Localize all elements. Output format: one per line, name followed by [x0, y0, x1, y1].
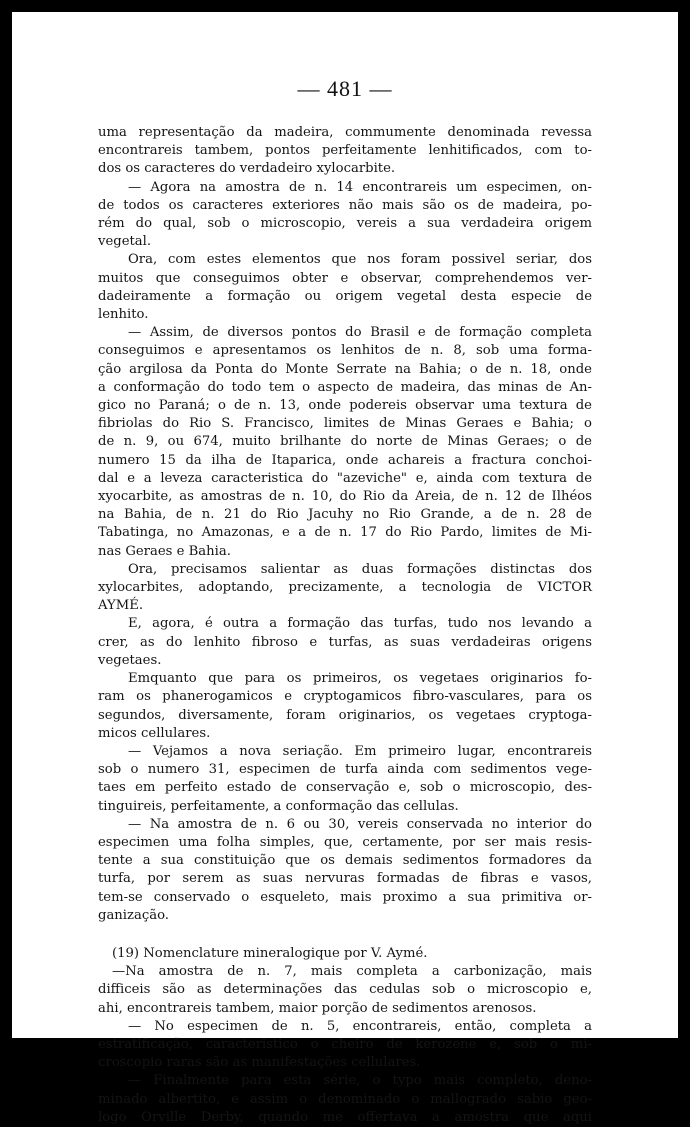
paragraph-9	[98, 816, 592, 925]
text-line: especimen uma folha simples, que, certamente, por ser mais resis-	[98, 834, 592, 850]
text-line: — Finalmente para esta série, o typo mais completo, deno-	[128, 1073, 592, 1089]
paragraph-7	[98, 670, 592, 743]
text-line: — Vejamos a nova seriação. Em primeiro lugar, encontrareis	[128, 743, 592, 759]
text-line: ção argilosa da Ponta do Monte Serrate na Bahia; o de n. 18, onde	[98, 361, 592, 377]
text-line: — Na amostra de n. 6 ou 30, vereis conservada no interior do	[128, 816, 592, 832]
footnote-gap	[98, 925, 592, 945]
text-line: Tabatinga, no Amazonas, e a de n. 17 do Rio Pardo, limites de Mi-	[98, 525, 592, 541]
text-line: tente a sua constituição que os demais sedimentos formadores da	[98, 853, 592, 869]
text-line: minado albertito, e assim o denominado o mallogrado sabio geo-	[98, 1091, 592, 1107]
text-line: segundos, diversamente, foram originarios, os vegetaes cryptoga-	[98, 707, 592, 723]
text-line: xylocarbites, adoptando, precizamente, a tecnologia de VICTOR	[98, 580, 592, 596]
text-line: ahi, encontrareis tambem, maior porção de sedimentos arenosos.	[98, 1000, 537, 1016]
paragraph-5	[98, 561, 592, 616]
footnote	[98, 945, 592, 963]
text-line: AYMÉ.	[98, 598, 144, 614]
paragraph-4	[98, 324, 592, 561]
paragraph-1	[98, 124, 592, 179]
text-line: nas Geraes e Bahia.	[98, 543, 231, 559]
text-line: E, agora, é outra a formação das turfas, tudo nos levando a	[128, 616, 592, 632]
text-line: turfa, por serem as suas nervuras formadas de fibras e vasos,	[98, 871, 592, 887]
text-line: tem-se conservado o esqueleto, mais proximo a sua primitiva or-	[98, 889, 592, 905]
text-line: ganização.	[98, 907, 169, 923]
text-line: Ora, precisamos salientar as duas formações distinctas dos	[128, 561, 592, 577]
paragraph-3	[98, 251, 592, 324]
text-line: conseguimos e apresentamos os lenhitos de n. 8, sob uma forma-	[98, 343, 592, 359]
paragraph-2	[98, 179, 592, 252]
text-line: —Na amostra de n. 7, mais completa a carbonização, mais	[112, 964, 592, 980]
text-line: Emquanto que para os primeiros, os vegetaes originarios fo-	[128, 671, 592, 687]
text-line: rém do qual, sob o microscopio, vereis a sua verdadeira origem	[98, 216, 592, 232]
text-line: estratificação, caracteristico o cheiro de kerozene e, sob o mi-	[98, 1036, 592, 1052]
text-line: ram os phanerogamicos e cryptogamicos fibro-vasculares, para os	[98, 689, 592, 705]
footnote-text: (19) Nomenclature mineralogique por V. Aymé.	[112, 945, 428, 961]
text-line: taes em perfeito estado de conservação e, sob o microscopio, des-	[98, 780, 592, 796]
paragraph-8	[98, 743, 592, 816]
text-line: de n. 9, ou 674, muito brilhante do norte de Minas Geraes; o de	[98, 434, 592, 450]
document-page	[12, 12, 678, 1125]
text-line: — No especimen de n. 5, encontrareis, então, completa a	[128, 1018, 592, 1034]
text-line: logo Orville Derby, quando me offertava a amostra que aqui	[98, 1109, 592, 1125]
text-line: xyocarbite, as amostras de n. 10, do Rio da Areia, de n. 12 de Ilhéos	[98, 489, 592, 505]
page-number-header: — 481 —	[297, 76, 393, 101]
text-line: micos cellulares.	[98, 725, 211, 741]
text-line: na Bahia, de n. 21 do Rio Jacuhy no Rio Grande, a de n. 28 de	[98, 507, 592, 523]
text-line: a conformação do todo tem o aspecto de madeira, das minas de An-	[98, 379, 592, 395]
paragraph-10	[98, 963, 592, 1018]
text-line: vegetaes.	[98, 652, 162, 668]
body-text	[98, 124, 592, 1127]
text-line: dadeiramente a formação ou origem vegetal desta especie de	[98, 288, 592, 304]
paragraph-11	[98, 1018, 592, 1073]
text-line: tinguireis, perfeitamente, a conformação das cellulas.	[98, 798, 459, 814]
text-line: dos os caracteres do verdadeiro xylocarbite.	[98, 161, 396, 177]
text-line: encontrareis tambem, pontos perfeitamente lenhitificados, com to-	[98, 143, 592, 159]
paragraph-12	[98, 1072, 592, 1127]
text-line: muitos que conseguimos obter e observar, comprehendemos ver-	[98, 270, 592, 286]
text-line: difficeis são as determinações das cedulas sob o microscopio e,	[98, 982, 592, 998]
text-line: crer, as do lenhito fibroso e turfas, as suas verdadeiras origens	[98, 634, 592, 650]
text-line: gico no Paraná; o de n. 13, onde podereis observar uma textura de	[98, 398, 592, 414]
text-line: — Agora na amostra de n. 14 encontrareis um especimen, on-	[128, 179, 592, 195]
text-line: — Assim, de diversos pontos do Brasil e de formação completa	[128, 325, 592, 341]
text-line: numero 15 da ilha de Itaparica, onde achareis a fractura conchoi-	[98, 452, 592, 468]
text-line: lenhito.	[98, 307, 149, 323]
paragraph-6	[98, 615, 592, 670]
text-line: croscopio raras são as manifestações cellulares.	[98, 1055, 421, 1071]
text-line: vegetal.	[98, 234, 152, 250]
text-line: de todos os caracteres exteriores não mais são os de madeira, po-	[98, 197, 592, 213]
text-line: Ora, com estes elementos que nos foram possivel seriar, dos	[128, 252, 592, 268]
text-line: uma representação da madeira, commumente denominada revessa	[98, 125, 592, 140]
text-line: sob o numero 31, especimen de turfa ainda com sedimentos vege-	[98, 762, 592, 778]
text-line: fibriolas do Rio S. Francisco, limites de Minas Geraes e Bahia; o	[98, 416, 592, 432]
text-line: dal e a leveza caracteristica do "azeviche" e, ainda com textura de	[98, 470, 592, 486]
